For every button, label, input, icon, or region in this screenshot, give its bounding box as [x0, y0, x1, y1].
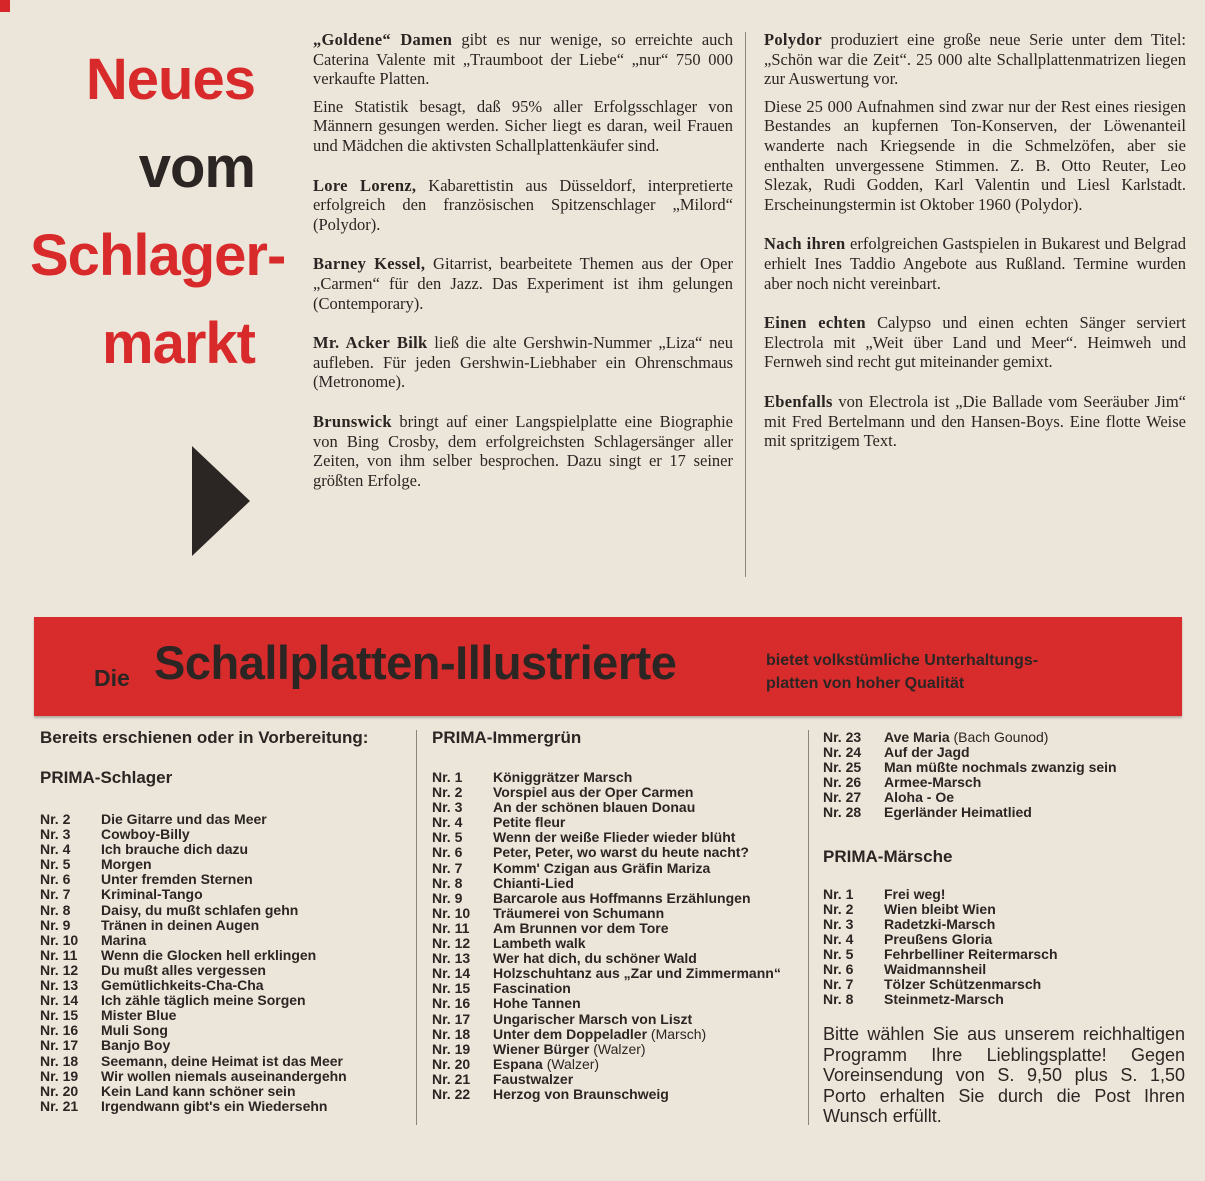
list-item-number: Nr. 8: [823, 991, 854, 1008]
list-item-title-wrap: [101, 887, 410, 902]
list-item-title: Wenn die Glocken hell erklingen: [101, 946, 317, 963]
news-paragraph: [313, 97, 733, 156]
list-item-title: Steinmetz-Marsch: [884, 991, 1004, 1008]
list-item: [823, 760, 1193, 775]
list-item-title-wrap: [101, 918, 410, 933]
list-item-title-wrap: [493, 996, 802, 1011]
list-item: [432, 1072, 802, 1087]
list-item-number: Nr. 7: [823, 976, 854, 993]
list-item-number: Nr. 15: [432, 980, 471, 997]
news-paragraph: [764, 30, 1186, 89]
list-item: [823, 745, 1193, 760]
list-item-title: Barcarole aus Hoffmanns Erzählungen: [493, 889, 751, 906]
list-item: [823, 730, 1193, 745]
list-item-title-wrap: [101, 978, 410, 993]
news-text: erfolgreichen Gastspielen in Bukarest und Belgrad erhielt Ines Taddio Angebote aus Rußland. Termine wurden aber noch nicht vereinbart.: [764, 234, 1187, 293]
list-item-title: Man müßte nochmals zwanzig sein: [884, 759, 1117, 776]
list-item-title: Herzog von Braunschweig: [493, 1085, 669, 1102]
news-lead: Barney Kessel,: [313, 254, 426, 274]
list-item: [40, 978, 410, 993]
list-item-number: Nr. 17: [40, 1037, 79, 1054]
list-item: [40, 1069, 410, 1084]
list-item-title-wrap: [493, 876, 802, 891]
list-item-title: Daisy, du mußt schlafen gehn: [101, 901, 299, 918]
list-item-title: Egerländer Heimatlied: [884, 804, 1032, 821]
list-item-number: Nr. 18: [40, 1052, 79, 1069]
list-item: [823, 962, 1193, 977]
list-item-number: Nr. 14: [40, 992, 79, 1009]
list-maersche-items: [823, 887, 1193, 1008]
list-item-number: Nr. 2: [40, 811, 71, 827]
list-item: [40, 1023, 410, 1038]
list-item: [432, 996, 802, 1011]
list-item-title-wrap: [101, 827, 410, 842]
list-heading-schlager: PRIMA-Schlager: [40, 768, 173, 787]
list-item-title: Muli Song: [101, 1022, 168, 1039]
list-item-title: Fehrbelliner Reitermarsch: [884, 945, 1058, 962]
list-item-title-wrap: [493, 1087, 802, 1102]
list-item-title: Preußens Gloria: [884, 930, 993, 947]
list-item-title: Wer hat dich, du schöner Wald: [493, 950, 697, 967]
list-item-title-wrap: [101, 812, 410, 827]
list-item-number: Nr. 26: [823, 774, 862, 791]
list-item-title-wrap: [101, 1099, 410, 1114]
list-item-title-wrap: [884, 790, 1193, 805]
list-item-number: Nr. 4: [432, 814, 463, 831]
list-item-title: Petite fleur: [493, 814, 566, 831]
list-item-number: Nr. 24: [823, 744, 862, 761]
news-lead: Lore Lorenz,: [313, 175, 417, 195]
list-item: [40, 827, 410, 842]
list-item-title-wrap: [101, 948, 410, 963]
list-item-title: Armee-Marsch: [884, 774, 982, 791]
list-item: [823, 992, 1193, 1007]
list-item: [40, 948, 410, 963]
list-item: [823, 932, 1193, 947]
list-item-number: Nr. 23: [823, 729, 862, 745]
news-lead: Nach ihren: [764, 234, 846, 254]
list-item: [40, 1084, 410, 1099]
list-item-title-wrap: [493, 921, 802, 936]
list-item-number: Nr. 4: [823, 930, 854, 947]
list-item-title: Wir wollen niemals auseinandergehn: [101, 1067, 347, 1084]
list-item-number: Nr. 9: [432, 889, 463, 906]
list-item-title: Die Gitarre und das Meer: [101, 811, 267, 827]
list-item-title: Frei weg!: [884, 885, 946, 902]
list-item-title-wrap: [884, 947, 1193, 962]
list-heading-immergruen: PRIMA-Immergrün: [432, 728, 582, 747]
list-item: [823, 790, 1193, 805]
list-item-title: Unter fremden Sternen: [101, 871, 253, 888]
list-item-note: (Walzer): [589, 1040, 646, 1057]
list-item-title-wrap: [493, 815, 802, 830]
list-item-title: Du mußt alles vergessen: [101, 961, 266, 978]
list-item-title-wrap: [493, 1012, 802, 1027]
list-item-number: Nr. 10: [432, 904, 471, 921]
list-item-title-wrap: [884, 745, 1193, 760]
list-item-title-wrap: [884, 962, 1193, 977]
list-item-number: Nr. 19: [432, 1040, 471, 1057]
list-item-title-wrap: [101, 842, 410, 857]
list-item-title: Wiener Bürger: [493, 1040, 590, 1057]
list-item-title-wrap: [493, 861, 802, 876]
list-item-number: Nr. 3: [432, 799, 463, 816]
news-lead: Mr. Acker Bilk: [313, 333, 428, 353]
list-item-title-wrap: [884, 932, 1193, 947]
list-item-number: Nr. 28: [823, 804, 862, 821]
list-item-title: Lambeth walk: [493, 935, 586, 952]
list-item-title: Unter dem Doppeladler: [493, 1025, 648, 1042]
list-item-title: Faustwalzer: [493, 1070, 574, 1087]
list-item-number: Nr. 20: [432, 1055, 471, 1072]
list-item-title-wrap: [884, 805, 1193, 820]
list-item: [432, 785, 802, 800]
list-item-number: Nr. 12: [432, 935, 471, 952]
list-item-number: Nr. 13: [40, 977, 79, 994]
list-item-number: Nr. 18: [432, 1025, 471, 1042]
list-item-number: Nr. 13: [432, 950, 471, 967]
news-text: gibt es nur wenige, so erreichte auch Caterina Valente mit „Traumboot der Liebe“ „nur“ 750 000 verkaufte Platten.: [313, 30, 733, 89]
list-item: [432, 770, 802, 785]
list-item: [432, 845, 802, 860]
news-lead: Einen echten: [764, 313, 866, 333]
list-item-title-wrap: [101, 1069, 410, 1084]
order-text: Bitte wählen Sie aus unserem reichhaltigen Programm Ihre Lieblingsplatte! Gegen Voreinsendung von S. 9,50 plus S. 1,50 Porto erhalten Sie durch die Post Ihren Wunsch erfüllt.: [823, 1024, 1185, 1126]
banner-tagline-line-1: bietet volkstümliche Unterhaltungs-: [766, 652, 1039, 669]
news-paragraph: [313, 30, 733, 89]
list-item-title: Fascination: [493, 980, 571, 997]
list-divider-2: [808, 730, 809, 1125]
list-item-number: Nr. 5: [823, 945, 854, 962]
list-item-title: Kein Land kann schöner sein: [101, 1082, 296, 1099]
list-item-number: Nr. 5: [432, 829, 463, 846]
list-schlager-items: [40, 812, 410, 1114]
list-item: [432, 1057, 802, 1072]
list-item-number: Nr. 12: [40, 961, 79, 978]
list-item: [40, 993, 410, 1008]
banner-title: Schallplatten-Illustrierte: [154, 636, 677, 689]
list-item: [823, 947, 1193, 962]
list-item-title-wrap: [101, 993, 410, 1008]
list-item-number: Nr. 16: [432, 995, 471, 1012]
list-item-title: Ich brauche dich dazu: [101, 841, 249, 858]
news-text: von Electrola ist „Die Ballade vom Seeräuber Jim“ mit Fred Bertelmann und den Hansen-Boys. Eine flotte Weise mit spritzigem Text.: [764, 391, 1186, 451]
list-item-title-wrap: [493, 1072, 802, 1087]
list-schlager: [40, 728, 410, 1114]
list-item: [40, 903, 410, 918]
list-item: [432, 966, 802, 981]
list-item-number: Nr. 15: [40, 1007, 79, 1024]
list-item-title: Seemann, deine Heimat ist das Meer: [101, 1052, 343, 1069]
list-item-title: Aloha - Oe: [884, 789, 955, 806]
list-item-title: Vorspiel aus der Oper Carmen: [493, 784, 694, 801]
list-item-title: Waidmannsheil: [884, 961, 987, 978]
banner-die: Die: [94, 665, 130, 691]
list-item-title-wrap: [884, 902, 1193, 917]
news-text: Eine Statistik besagt, daß 95% aller Erfolgsschlager von Männern gesungen werden. Sicher liegt es daran, weil Frauen und Mädchen die aktivsten Schallplattenkäufer sind.: [313, 96, 733, 155]
list-item-number: Nr. 16: [40, 1022, 79, 1039]
list-item: [823, 775, 1193, 790]
list-item-title-wrap: [884, 760, 1193, 775]
list-item-title: Kriminal-Tango: [101, 886, 203, 903]
list-item-title-wrap: [493, 966, 802, 981]
list-item-title: Ave Maria: [884, 729, 950, 745]
news-column-2: [764, 30, 1186, 471]
list-item-number: Nr. 9: [40, 916, 71, 933]
news-lead: „Goldene“ Damen: [313, 30, 453, 49]
list-item-title-wrap: [493, 951, 802, 966]
list-item-note: (Marsch): [647, 1025, 707, 1042]
headline: [30, 36, 286, 388]
list-item-title: Wenn der weiße Flieder wieder blüht: [493, 829, 736, 846]
list-item: [432, 1012, 802, 1027]
list-item-number: Nr. 4: [40, 841, 71, 858]
list-item-title-wrap: [493, 1027, 802, 1042]
list-item-number: Nr. 21: [432, 1070, 471, 1087]
corner-mark: [0, 0, 10, 12]
list-item: [40, 1099, 410, 1114]
column-divider: [745, 32, 746, 577]
list-item-number: Nr. 11: [40, 946, 78, 963]
list-item-title: Auf der Jagd: [884, 744, 970, 761]
news-paragraph: [764, 392, 1186, 451]
list-item: [40, 1038, 410, 1053]
list-item-title-wrap: [101, 963, 410, 978]
list-item: [40, 842, 410, 857]
list-item-title-wrap: [493, 936, 802, 951]
news-paragraph: [313, 333, 733, 392]
list-item-title: Espana: [493, 1055, 543, 1072]
list-item-title-wrap: [884, 730, 1193, 745]
news-text: Diese 25 000 Aufnahmen sind zwar nur der Rest eines riesigen Bestandes an kupfernen Ton-Konserven, der Löwenanteil wanderte nach Kriegsende in die Schmelzöfen, aber sie enthalten unvergessene Stimmen. Z. B. Otto Reuter, Leo Slezak, Rudi Godden, Karl Valentin und Liesl Karlstadt. Erscheinungstermin ist Oktober 1960 (Polydor).: [764, 96, 1186, 214]
list-item-number: Nr. 2: [432, 784, 463, 801]
list-item-number: Nr. 21: [40, 1097, 79, 1114]
list-heading-maersche: PRIMA-Märsche: [823, 846, 953, 866]
list-item-number: Nr. 6: [40, 871, 71, 888]
list-item-title: Banjo Boy: [101, 1037, 171, 1054]
list-immergruen: [432, 728, 802, 1102]
news-column-1: [313, 30, 733, 510]
news-paragraph: [764, 97, 1186, 215]
list-item: [823, 917, 1193, 932]
list-item-title-wrap: [101, 1008, 410, 1023]
news-text: produziert eine große neue Serie unter dem Titel: „Schön war die Zeit“. 25 000 alte Schallplattenmatrizen liegen zur Auswertung vor.: [764, 30, 1186, 89]
list-item-title: Mister Blue: [101, 1007, 177, 1024]
news-paragraph: [313, 176, 733, 235]
list-item-title-wrap: [884, 992, 1193, 1007]
list-item: [823, 902, 1193, 917]
list-item-title-wrap: [884, 775, 1193, 790]
list-item-title-wrap: [101, 933, 410, 948]
list-item-number: Nr. 6: [823, 961, 854, 978]
list-item-title: Komm' Czigan aus Gräfin Mariza: [493, 859, 711, 876]
list-item-title: Träumerei von Schumann: [493, 904, 665, 921]
list-item-number: Nr. 3: [823, 915, 854, 932]
list-item-title-wrap: [493, 845, 802, 860]
list-item-number: Nr. 22: [432, 1085, 471, 1102]
list-item-number: Nr. 8: [432, 874, 463, 891]
list-divider-1: [416, 730, 417, 1125]
news-lead: Ebenfalls: [764, 391, 833, 411]
list-item-title: Hohe Tannen: [493, 995, 581, 1012]
list-item-title: Morgen: [101, 856, 152, 873]
list-item-title-wrap: [493, 800, 802, 815]
list-item-number: Nr. 1: [823, 885, 854, 902]
list-item: [432, 1042, 802, 1057]
list-item: [823, 977, 1193, 992]
list-item-title-wrap: [101, 1084, 410, 1099]
list-item-title: Holzschuhtanz aus „Zar und Zimmermann“: [493, 965, 781, 982]
list-item-number: Nr. 10: [40, 931, 79, 948]
list-item-title-wrap: [101, 1038, 410, 1053]
news-paragraph: [764, 313, 1186, 372]
list-item-title: Königgrätzer Marsch: [493, 769, 633, 785]
news-text: Gitarrist, bearbeitete Themen aus der Oper „Carmen“ für den Jazz. Das Experiment ist ihm gelungen (Contemporary).: [313, 254, 733, 313]
list-item-number: Nr. 14: [432, 965, 471, 982]
headline-line-3: Schlager-: [30, 223, 286, 288]
list-more-items: [823, 730, 1193, 821]
list-item: [40, 933, 410, 948]
list-item-number: Nr. 20: [40, 1082, 79, 1099]
list-item-number: Nr. 1: [432, 769, 463, 785]
list-item-title-wrap: [101, 872, 410, 887]
headline-line-1: Neues: [85, 47, 255, 112]
list-immergruen-items: [432, 770, 802, 1102]
list-item: [40, 1054, 410, 1069]
list-item-title: An der schönen blauen Donau: [493, 799, 696, 816]
list-item: [432, 876, 802, 891]
banner-tagline: [766, 649, 1126, 695]
list-item-number: Nr. 7: [432, 859, 463, 876]
list-item-title: Ungarischer Marsch von Liszt: [493, 1010, 693, 1027]
list-item-title-wrap: [493, 906, 802, 921]
list-item-number: Nr. 17: [432, 1010, 471, 1027]
list-item-title: Radetzki-Marsch: [884, 915, 996, 932]
list-item-title-wrap: [101, 1023, 410, 1038]
list-item-number: Nr. 2: [823, 900, 854, 917]
list-item-title-wrap: [493, 1042, 802, 1057]
list-item: [432, 921, 802, 936]
news-text: bringt auf einer Langspielplatte eine Biographie von Bing Crosby, dem erfolgreichsten Schlagersänger aller Zeiten, von ihm selber besprochen. Dazu singt er 17 seiner größten Erfolge.: [313, 411, 733, 490]
list-item-number: Nr. 6: [432, 844, 463, 861]
list-item: [432, 815, 802, 830]
list-item-title-wrap: [101, 1054, 410, 1069]
list-item-title-wrap: [101, 903, 410, 918]
list-item-title: Am Brunnen vor dem Tore: [493, 919, 669, 936]
list-item: [823, 805, 1193, 820]
list-item-title: Peter, Peter, wo warst du heute nacht?: [493, 844, 749, 861]
list-item: [40, 812, 410, 827]
list-item-title: Ich zähle täglich meine Sorgen: [101, 992, 306, 1009]
news-text: ließ die alte Gershwin-Nummer „Liza“ neu aufleben. Für jeden Gershwin-Liebhaber ein Ohrenschmaus (Metronome).: [313, 333, 733, 392]
list-item-title-wrap: [884, 887, 1193, 902]
news-lead: Brunswick: [313, 411, 392, 431]
list-item: [432, 936, 802, 951]
list-item-number: Nr. 27: [823, 789, 862, 806]
news-paragraph: [313, 254, 733, 313]
list-item-number: Nr. 11: [432, 919, 470, 936]
list-item-title-wrap: [493, 785, 802, 800]
list-item: [432, 800, 802, 815]
list-item: [40, 887, 410, 902]
banner: [34, 617, 1182, 716]
news-paragraph: [764, 234, 1186, 293]
list-item-title-wrap: [884, 977, 1193, 992]
banner-tagline-line-2: platten von hoher Qualität: [766, 675, 965, 692]
headline-line-4: markt: [102, 311, 255, 376]
list-item: [432, 951, 802, 966]
list-item: [40, 857, 410, 872]
news-lead: Polydor: [764, 30, 823, 49]
list-item: [40, 1008, 410, 1023]
list-item: [40, 963, 410, 978]
list-item-title: Cowboy-Billy: [101, 826, 190, 843]
list-item-title-wrap: [493, 1057, 802, 1072]
list-intro: Bereits erschienen oder in Vorbereitung:: [40, 728, 369, 747]
list-item-title-wrap: [101, 857, 410, 872]
news-text: Calypso und einen echten Sänger serviert Electrola mit „Weit über Land und Meer“. Heimweh und Fernweh sind recht gut miteinander gemixt.: [764, 313, 1186, 372]
list-item-note: (Walzer): [542, 1055, 600, 1072]
list-item-number: Nr. 8: [40, 901, 71, 918]
list-item: [432, 830, 802, 845]
list-item-title-wrap: [493, 830, 802, 845]
list-item: [432, 1087, 802, 1102]
list-item: [40, 872, 410, 887]
list-item-number: Nr. 25: [823, 759, 862, 776]
list-item: [823, 887, 1193, 902]
list-item-title: Marina: [101, 931, 147, 948]
list-item-title: Irgendwann gibt's ein Wiedersehn: [101, 1097, 328, 1114]
arrow-right-icon: [192, 446, 250, 556]
list-item-number: Nr. 7: [40, 886, 71, 903]
list-item: [432, 906, 802, 921]
list-item-title: Chianti-Lied: [493, 874, 574, 891]
list-item-number: Nr. 3: [40, 826, 71, 843]
list-item-title-wrap: [493, 981, 802, 996]
list-item-title: Tölzer Schützenmarsch: [884, 976, 1042, 993]
list-item: [432, 891, 802, 906]
list-item: [432, 861, 802, 876]
list-item-title: Gemütlichkeits-Cha-Cha: [101, 977, 264, 994]
list-item-number: Nr. 5: [40, 856, 71, 873]
list-item-number: Nr. 19: [40, 1067, 79, 1084]
list-item-title-wrap: [493, 770, 802, 785]
list-item: [432, 981, 802, 996]
list-continued: [823, 730, 1193, 1007]
news-paragraph: [313, 412, 733, 490]
list-item-title-wrap: [884, 917, 1193, 932]
list-item-title: Tränen in deinen Augen: [101, 916, 260, 933]
list-item: [40, 918, 410, 933]
news-text: Kabarettistin aus Düsseldorf, interpretierte erfolgreich den französischen Spitzenschlager „Milord“ (Polydor).: [313, 175, 733, 234]
headline-line-2: vom: [138, 135, 255, 200]
list-item-title-wrap: [493, 891, 802, 906]
list-item-title: Wien bleibt Wien: [884, 900, 996, 917]
list-item: [432, 1027, 802, 1042]
list-item-note: (Bach Gounod): [949, 729, 1049, 745]
